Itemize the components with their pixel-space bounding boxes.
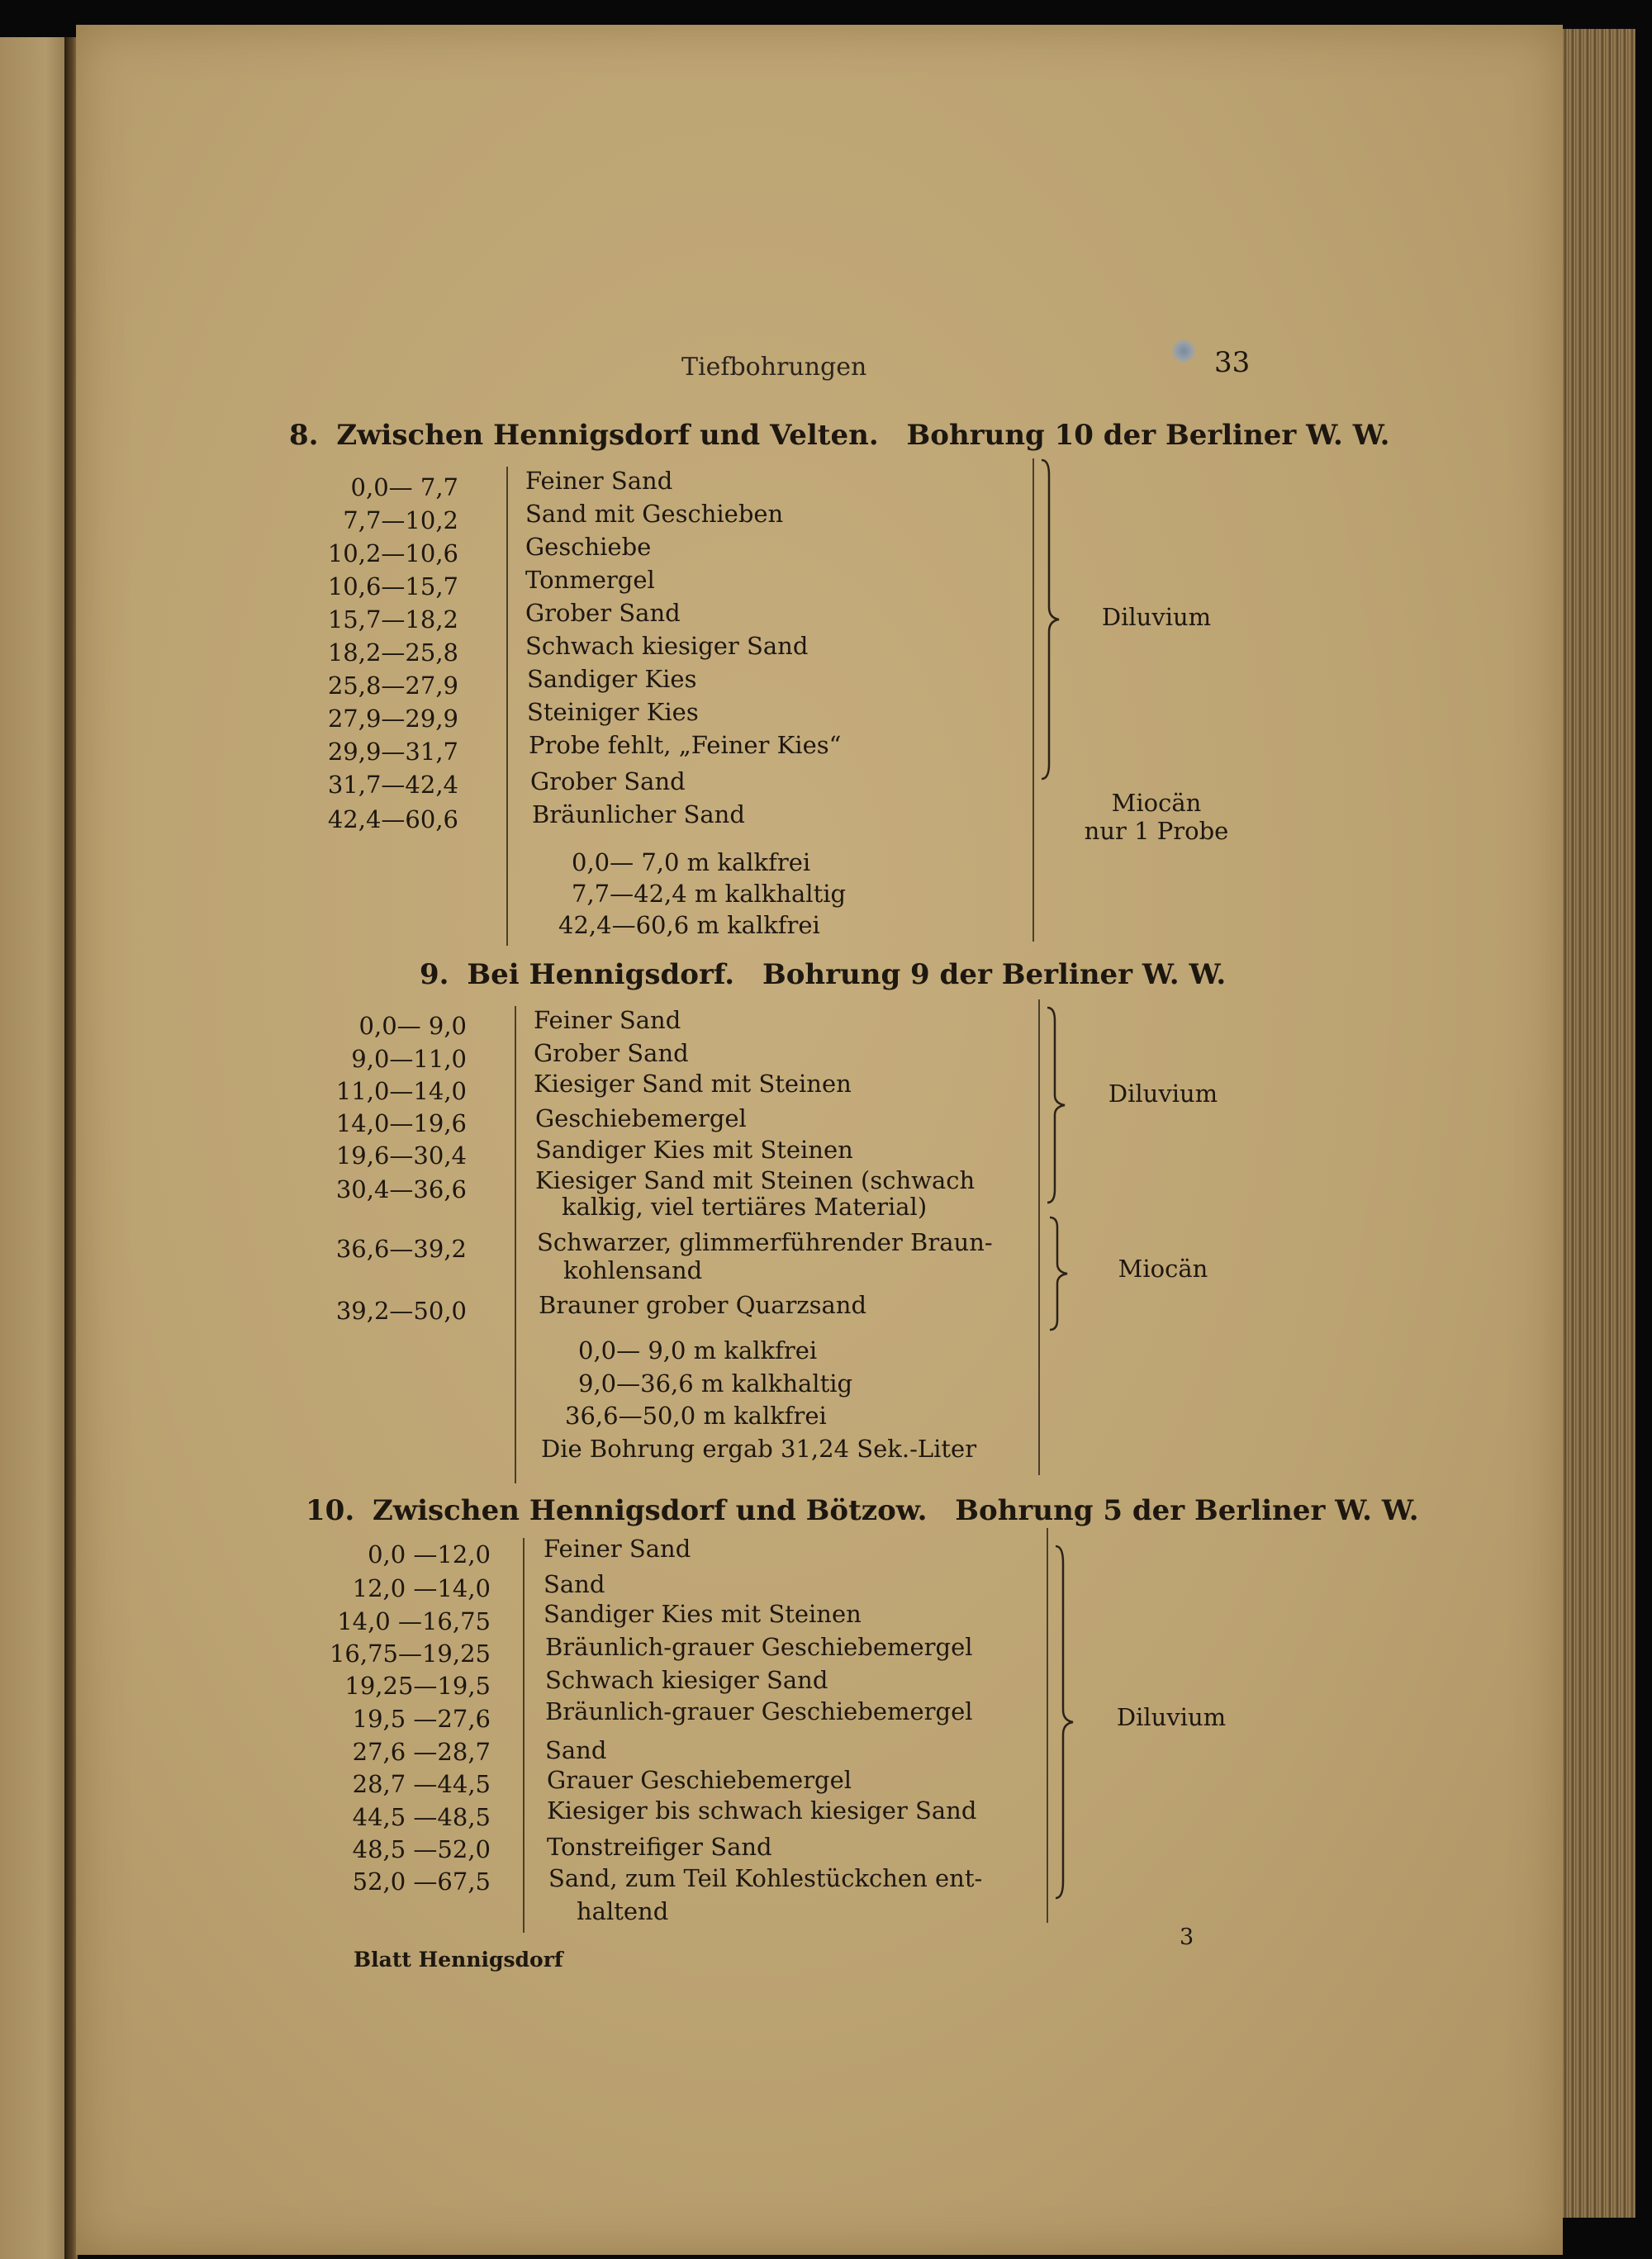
depth: 25,8—27,9 [327,672,458,700]
paper-stain [1171,339,1196,363]
depth: 9,0—11,0 [351,1045,467,1073]
depth: 29,9—31,7 [327,738,458,766]
geology-label: Diluvium [1108,1080,1218,1108]
depth: 7,7—10,2 [343,506,458,534]
description: Feiner Sand [534,1006,681,1034]
depth: 18,2—25,8 [327,638,458,667]
column-rule [523,1538,525,1933]
lime-note: 7,7—42,4 m kalkhaltig [572,880,847,908]
section-10-number: 10. [306,1494,355,1527]
lime-note: 0,0— 7,0 m kalkfrei [572,848,811,876]
description-continued: kohlensand [563,1256,703,1284]
geology-label: Diluvium [1101,603,1212,631]
description: Bräunlich-grauer Geschiebemergel [545,1697,973,1725]
section-10-bohrung: Bohrung 5 der Berliner W. W. [955,1494,1419,1527]
section-9-place: Bei Hennigsdorf. [467,958,735,991]
description: Tonstreifiger Sand [547,1833,772,1861]
depth: 0,0— 9,0 [358,1012,467,1040]
description: Tonmergel [525,566,655,594]
section-9-title [420,958,1227,991]
description: Grober Sand [525,599,681,627]
depth: 36,6—39,2 [335,1235,467,1263]
diluvium-brace [1045,1006,1070,1204]
description: Schwarzer, glimmerführender Braun- [537,1228,993,1256]
depth: 0,0— 7,7 [350,473,458,501]
geology-label: Miocän [1111,789,1202,817]
geology-label: nur 1 Probe [1084,817,1229,845]
depth: 44,5 —48,5 [352,1803,491,1831]
diluvium-brace [1053,1545,1078,1900]
column-rule [506,467,508,946]
depth: 27,6 —28,7 [352,1738,491,1766]
description: Brauner grober Quarzsand [539,1291,867,1319]
description: Sand [545,1736,607,1764]
description: Bräunlicher Sand [532,800,745,828]
depth: 19,5 —27,6 [352,1705,491,1733]
depth: 14,0—19,6 [335,1109,467,1137]
miocaen-brace [1047,1216,1072,1331]
section-9-bohrung: Bohrung 9 der Berliner W. W. [762,958,1227,991]
description: Bräunlich-grauer Geschiebemergel [545,1633,973,1661]
section-8-number: 8. [289,419,319,452]
description: Kiesiger Sand mit Steinen [534,1070,852,1098]
description: Probe fehlt, „Feiner Kies“ [529,731,842,759]
column-rule [1038,999,1040,1475]
description: Sandiger Kies mit Steinen [544,1600,862,1628]
depth: 52,0 —67,5 [352,1867,491,1896]
description-continued: haltend [577,1897,669,1925]
geology-label: Diluvium [1116,1703,1227,1731]
yield-note: Die Bohrung ergab 31,24 Sek.-Liter [541,1435,977,1463]
signature-mark: 3 [1180,1924,1194,1950]
description: Sand, zum Teil Kohlestückchen ent- [548,1864,983,1892]
description: Sand mit Geschieben [525,500,784,528]
lime-note: 42,4—60,6 m kalkfrei [558,911,820,939]
section-8-place: Zwischen Hennigsdorf und Velten. [336,419,879,452]
description: Geschiebe [525,533,652,561]
page-number: 33 [1214,346,1251,379]
depth: 10,2—10,6 [327,539,458,567]
description: Sand [544,1570,605,1598]
sheet-label: Blatt Hennigsdorf [354,1948,563,1972]
lime-note: 9,0—36,6 m kalkhaltig [578,1369,853,1398]
description: Schwach kiesiger Sand [545,1666,828,1694]
description: Steiniger Kies [527,698,699,726]
column-rule [1032,458,1034,942]
depth: 27,9—29,9 [327,705,458,733]
lime-note: 0,0— 9,0 m kalkfrei [578,1336,818,1364]
section-10-place: Zwischen Hennigsdorf und Bötzow. [373,1494,928,1527]
depth: 11,0—14,0 [335,1077,467,1105]
depth: 14,0 —16,75 [337,1607,491,1635]
section-8-bohrung: Bohrung 10 der Berliner W. W. [906,419,1390,452]
column-rule [515,1006,516,1483]
column-rule [1047,1528,1048,1923]
depth: 19,25—19,5 [344,1672,491,1700]
description: Grauer Geschiebemergel [547,1766,852,1794]
description: Kiesiger bis schwach kiesiger Sand [547,1796,977,1825]
depth: 42,4—60,6 [327,805,458,833]
description: Geschiebemergel [535,1104,747,1132]
description: Grober Sand [530,767,686,795]
lime-note: 36,6—50,0 m kalkfrei [565,1402,827,1430]
depth: 30,4—36,6 [335,1175,467,1203]
description-continued: kalkig, viel tertiäres Material) [562,1193,928,1221]
depth: 10,6—15,7 [327,572,458,600]
description: Sandiger Kies mit Steinen [535,1136,853,1164]
description: Grober Sand [534,1039,689,1067]
description: Sandiger Kies [527,665,697,693]
running-header: Tiefbohrungen [681,353,867,382]
description: Feiner Sand [525,467,673,495]
depth: 39,2—50,0 [335,1297,467,1325]
section-10-title [306,1494,1419,1527]
depth: 0,0 —12,0 [368,1540,491,1568]
section-8-title [289,419,1390,452]
depth: 31,7—42,4 [327,771,458,799]
depth: 28,7 —44,5 [352,1770,491,1798]
description: Kiesiger Sand mit Steinen (schwach [535,1166,976,1194]
depth: 12,0 —14,0 [352,1574,491,1602]
page-stack-edges [1553,29,1635,2218]
depth: 48,5 —52,0 [352,1835,491,1863]
depth: 19,6—30,4 [335,1141,467,1170]
description: Schwach kiesiger Sand [525,632,809,660]
geology-label: Miocän [1118,1255,1208,1283]
depth: 15,7—18,2 [327,605,458,634]
description: Feiner Sand [544,1535,691,1563]
diluvium-brace [1039,458,1064,781]
depth: 16,75—19,25 [329,1640,491,1668]
section-9-number: 9. [420,958,449,991]
